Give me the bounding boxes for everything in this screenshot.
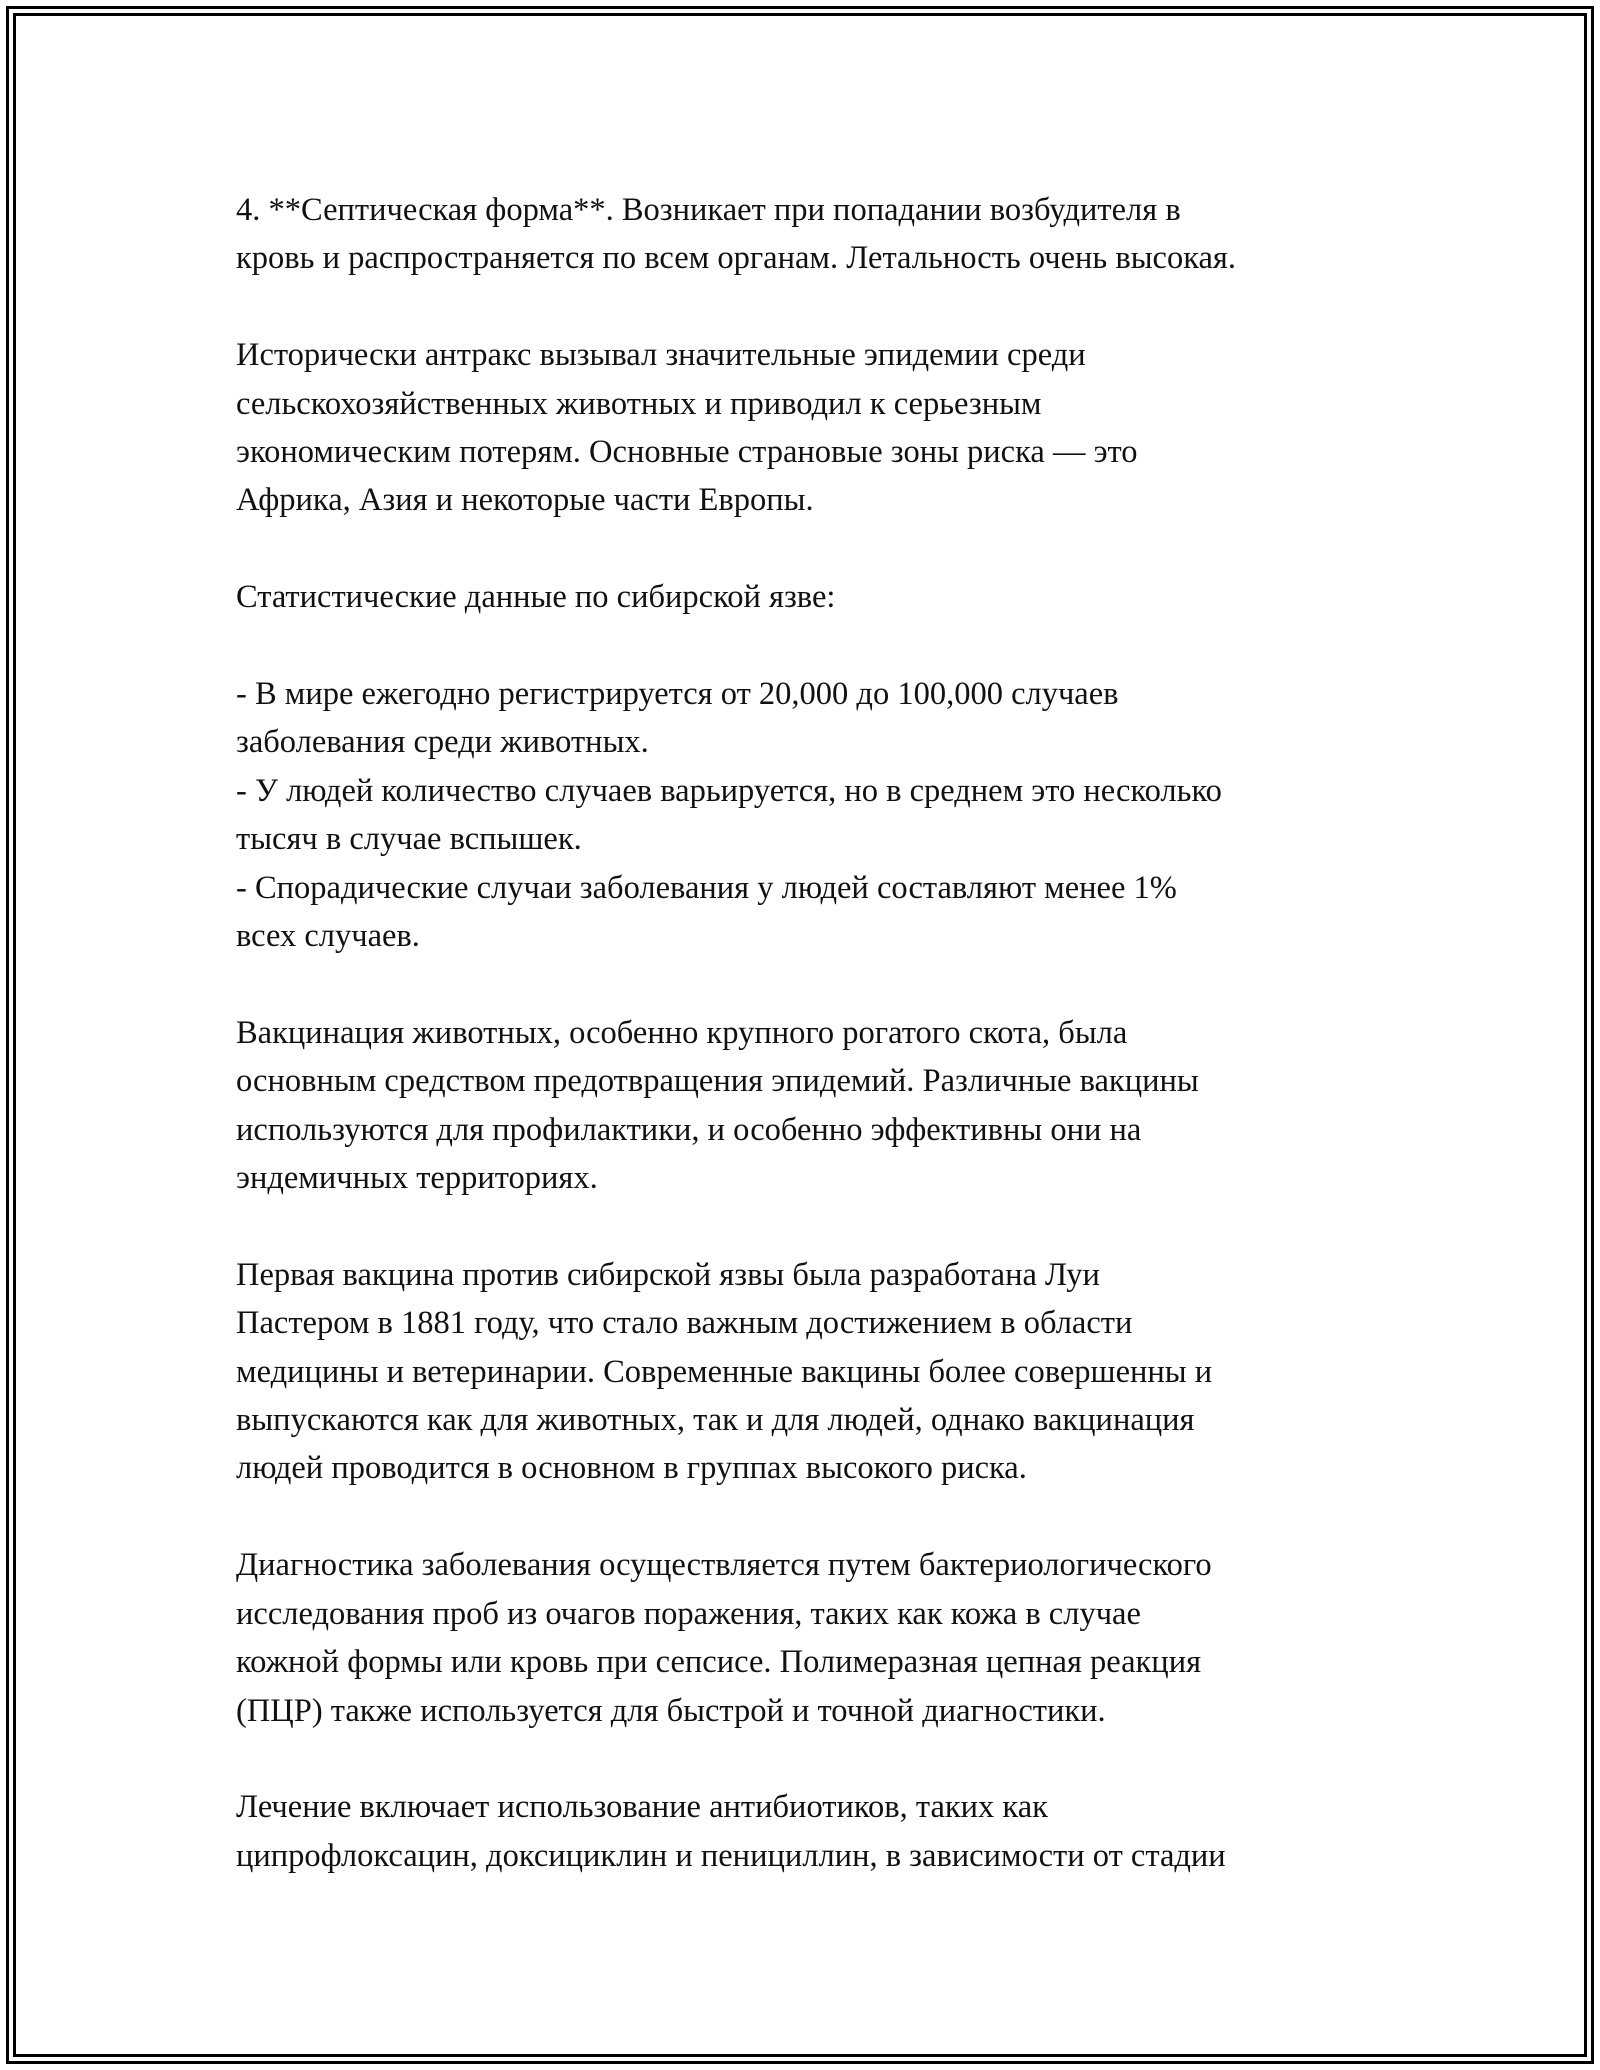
text-line: 4. **Септическая форма**. Возникает при попадании возбудителя в bbox=[236, 192, 1181, 228]
paragraph-statistics-list bbox=[236, 670, 1386, 960]
paragraph-animal-vaccination bbox=[236, 1009, 1386, 1203]
text-line: основным средством предотвращения эпидемий. Различные вакцины bbox=[236, 1063, 1199, 1100]
paragraph-first-vaccine bbox=[236, 1251, 1386, 1493]
list-item-line: - В мире ежегодно регистрируется от 20,000 до 100,000 случаев bbox=[236, 676, 1119, 713]
paragraph-diagnostics bbox=[236, 1541, 1386, 1735]
paragraph-history bbox=[236, 331, 1386, 525]
text-line: выпускаются как для животных, так и для людей, однако вакцинация bbox=[236, 1402, 1195, 1439]
paragraph-septic-form bbox=[236, 186, 1386, 283]
text-line: Исторически антракс вызывал значительные эпидемии среди bbox=[236, 337, 1086, 374]
text-line: кожной формы или кровь при сепсисе. Полимеразная цепная реакция bbox=[236, 1644, 1202, 1681]
text-line: Диагностика заболевания осуществляется путем бактериологического bbox=[236, 1547, 1212, 1584]
text-line: Первая вакцина против сибирской язвы была разработана Луи bbox=[236, 1256, 1100, 1293]
paragraph-treatment bbox=[236, 1783, 1386, 1880]
document-body bbox=[236, 186, 1386, 1929]
text-line: Вакцинация животных, особенно крупного рогатого скота, была bbox=[236, 1014, 1128, 1051]
list-item-line: заболевания среди животных. bbox=[236, 724, 649, 761]
text-line: кровь и распространяется по всем органам. Летальность очень высокая. bbox=[236, 240, 1237, 277]
text-line: эндемичных территориях. bbox=[236, 1160, 598, 1197]
text-line: медицины и ветеринарии. Современные вакцины более совершенны и bbox=[236, 1353, 1213, 1390]
paragraph-statistics-heading bbox=[236, 573, 1386, 621]
text-line: используются для профилактики, и особенно эффективны они на bbox=[236, 1111, 1142, 1148]
text-line: Пастером в 1881 году, что стало важным достижением в области bbox=[236, 1305, 1133, 1342]
text-line: людей проводится в основном в группах высокого риска. bbox=[236, 1450, 1027, 1487]
list-item-line: - У людей количество случаев варьируется, но в среднем это несколько bbox=[236, 772, 1222, 809]
text-line: ципрофлоксацин, доксициклин и пенициллин, в зависимости от стадии bbox=[236, 1837, 1226, 1874]
text-line: Лечение включает использование антибиотиков, таких как bbox=[236, 1789, 1048, 1826]
list-item-line: - Спорадические случаи заболевания у людей составляют менее 1% bbox=[236, 869, 1177, 906]
text-line: Статистические данные по сибирской язве: bbox=[236, 579, 836, 616]
text-line: (ПЦР) также используется для быстрой и точной диагностики. bbox=[236, 1692, 1106, 1729]
list-item-line: тысяч в случае вспышек. bbox=[236, 821, 582, 858]
text-line: сельскохозяйственных животных и приводил к серьезным bbox=[236, 385, 1042, 422]
text-line: Африка, Азия и некоторые части Европы. bbox=[236, 482, 814, 519]
list-item-line: всех случаев. bbox=[236, 918, 420, 955]
text-line: исследования проб из очагов поражения, таких как кожа в случае bbox=[236, 1595, 1141, 1632]
text-line: экономическим потерям. Основные страновые зоны риска — это bbox=[236, 434, 1138, 471]
